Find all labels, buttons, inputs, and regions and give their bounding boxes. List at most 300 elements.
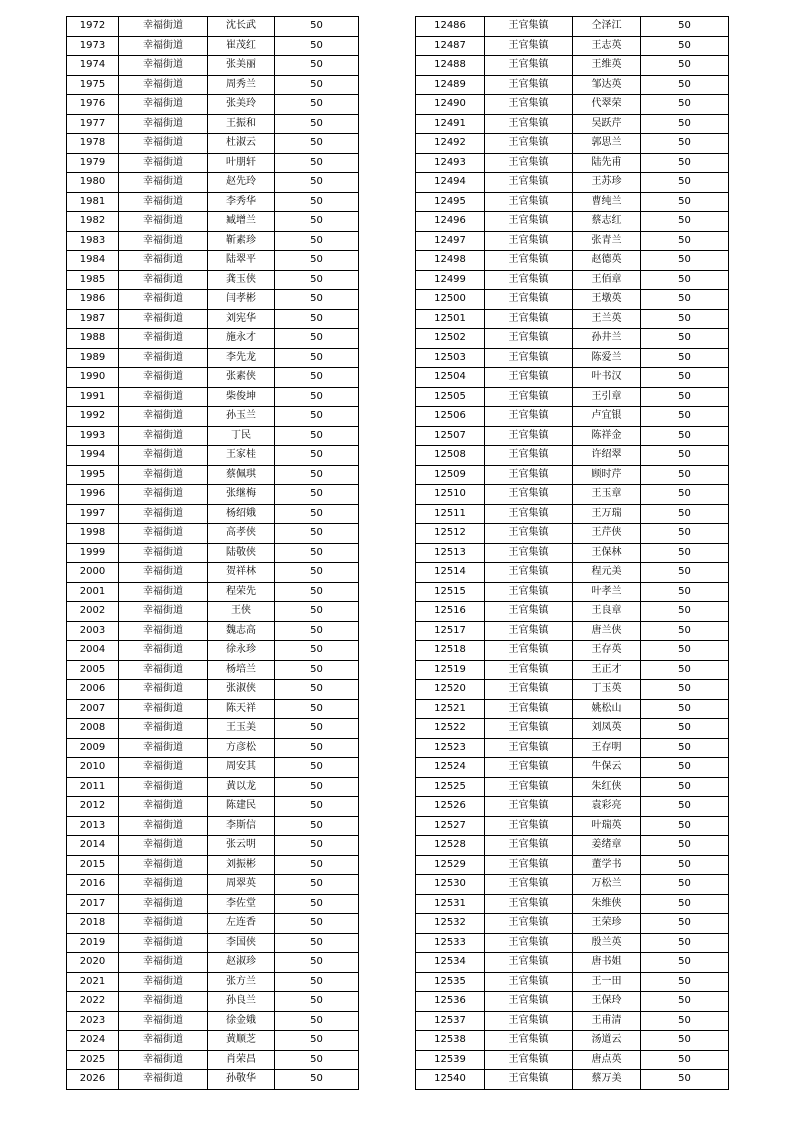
person-name-cell: 陆敬侠	[208, 543, 275, 563]
table-row	[67, 602, 359, 622]
serial-number-cell: 1977	[67, 114, 119, 134]
person-name-cell: 陈祥金	[573, 426, 641, 446]
amount-cell: 50	[641, 1070, 729, 1090]
register-table-left-body	[67, 17, 359, 1090]
township-cell: 幸福街道	[119, 1070, 208, 1090]
table-row	[416, 426, 729, 446]
amount-cell: 50	[275, 738, 359, 758]
amount-cell: 50	[641, 738, 729, 758]
table-row	[416, 719, 729, 739]
amount-cell: 50	[275, 875, 359, 895]
person-name-cell: 王玉章	[573, 485, 641, 505]
township-cell: 王官集镇	[485, 485, 573, 505]
township-cell: 幸福街道	[119, 836, 208, 856]
amount-cell: 50	[275, 387, 359, 407]
serial-number-cell: 12537	[416, 1011, 485, 1031]
township-cell: 王官集镇	[485, 914, 573, 934]
amount-cell: 50	[275, 309, 359, 329]
person-name-cell: 孙井兰	[573, 329, 641, 349]
amount-cell: 50	[275, 173, 359, 193]
table-row	[416, 543, 729, 563]
township-cell: 王官集镇	[485, 797, 573, 817]
person-name-cell: 王万瑞	[573, 504, 641, 524]
person-name-cell: 靳素珍	[208, 231, 275, 251]
amount-cell: 50	[275, 368, 359, 388]
table-row	[416, 738, 729, 758]
table-row	[416, 368, 729, 388]
amount-cell: 50	[641, 543, 729, 563]
serial-number-cell: 1990	[67, 368, 119, 388]
person-name-cell: 赵淑珍	[208, 953, 275, 973]
township-cell: 幸福街道	[119, 290, 208, 310]
serial-number-cell: 1982	[67, 212, 119, 232]
serial-number-cell: 12499	[416, 270, 485, 290]
amount-cell: 50	[641, 387, 729, 407]
table-row	[67, 270, 359, 290]
table-row	[416, 95, 729, 115]
amount-cell: 50	[641, 992, 729, 1012]
amount-cell: 50	[275, 1011, 359, 1031]
amount-cell: 50	[641, 95, 729, 115]
table-row	[416, 134, 729, 154]
amount-cell: 50	[275, 134, 359, 154]
register-table-left	[66, 16, 359, 1090]
table-row	[67, 1050, 359, 1070]
table-row	[67, 719, 359, 739]
amount-cell: 50	[275, 894, 359, 914]
serial-number-cell: 1979	[67, 153, 119, 173]
serial-number-cell: 2021	[67, 972, 119, 992]
serial-number-cell: 2018	[67, 914, 119, 934]
person-name-cell: 张继梅	[208, 485, 275, 505]
township-cell: 幸福街道	[119, 660, 208, 680]
amount-cell: 50	[275, 602, 359, 622]
person-name-cell: 王兰英	[573, 309, 641, 329]
township-cell: 王官集镇	[485, 212, 573, 232]
table-row	[67, 465, 359, 485]
township-cell: 幸福街道	[119, 894, 208, 914]
person-name-cell: 张素侠	[208, 368, 275, 388]
amount-cell: 50	[275, 270, 359, 290]
table-row	[416, 17, 729, 37]
serial-number-cell: 2010	[67, 758, 119, 778]
township-cell: 幸福街道	[119, 95, 208, 115]
township-cell: 幸福街道	[119, 56, 208, 76]
township-cell: 王官集镇	[485, 621, 573, 641]
township-cell: 王官集镇	[485, 329, 573, 349]
table-row	[416, 641, 729, 661]
amount-cell: 50	[275, 446, 359, 466]
person-name-cell: 蔡万美	[573, 1070, 641, 1090]
amount-cell: 50	[275, 95, 359, 115]
township-cell: 幸福街道	[119, 602, 208, 622]
person-name-cell: 周秀兰	[208, 75, 275, 95]
serial-number-cell: 12525	[416, 777, 485, 797]
serial-number-cell: 1998	[67, 524, 119, 544]
township-cell: 王官集镇	[485, 426, 573, 446]
serial-number-cell: 1992	[67, 407, 119, 427]
table-row	[67, 368, 359, 388]
person-name-cell: 殷兰英	[573, 933, 641, 953]
person-name-cell: 王引章	[573, 387, 641, 407]
serial-number-cell: 12503	[416, 348, 485, 368]
township-cell: 幸福街道	[119, 134, 208, 154]
township-cell: 幸福街道	[119, 524, 208, 544]
amount-cell: 50	[275, 212, 359, 232]
person-name-cell: 唐书姐	[573, 953, 641, 973]
serial-number-cell: 1986	[67, 290, 119, 310]
amount-cell: 50	[641, 504, 729, 524]
amount-cell: 50	[641, 680, 729, 700]
person-name-cell: 张淑侠	[208, 680, 275, 700]
table-row	[67, 212, 359, 232]
table-row	[67, 738, 359, 758]
township-cell: 幸福街道	[119, 1011, 208, 1031]
person-name-cell: 孙玉兰	[208, 407, 275, 427]
serial-number-cell: 12532	[416, 914, 485, 934]
amount-cell: 50	[275, 797, 359, 817]
amount-cell: 50	[275, 504, 359, 524]
amount-cell: 50	[641, 699, 729, 719]
serial-number-cell: 12522	[416, 719, 485, 739]
person-name-cell: 杜淑云	[208, 134, 275, 154]
township-cell: 王官集镇	[485, 641, 573, 661]
table-row	[67, 153, 359, 173]
serial-number-cell: 1980	[67, 173, 119, 193]
table-row	[416, 504, 729, 524]
serial-number-cell: 2011	[67, 777, 119, 797]
table-row	[416, 1031, 729, 1051]
amount-cell: 50	[275, 777, 359, 797]
serial-number-cell: 12519	[416, 660, 485, 680]
amount-cell: 50	[641, 1050, 729, 1070]
serial-number-cell: 2002	[67, 602, 119, 622]
serial-number-cell: 12493	[416, 153, 485, 173]
amount-cell: 50	[641, 192, 729, 212]
serial-number-cell: 12491	[416, 114, 485, 134]
table-row	[67, 36, 359, 56]
table-row	[67, 680, 359, 700]
table-row	[416, 680, 729, 700]
person-name-cell: 施永才	[208, 329, 275, 349]
township-cell: 王官集镇	[485, 173, 573, 193]
table-row	[67, 582, 359, 602]
person-name-cell: 张美玲	[208, 95, 275, 115]
township-cell: 幸福街道	[119, 992, 208, 1012]
township-cell: 王官集镇	[485, 524, 573, 544]
table-row	[416, 953, 729, 973]
township-cell: 幸福街道	[119, 563, 208, 583]
table-row	[67, 1031, 359, 1051]
person-name-cell: 郭思兰	[573, 134, 641, 154]
serial-number-cell: 2003	[67, 621, 119, 641]
serial-number-cell: 2008	[67, 719, 119, 739]
amount-cell: 50	[641, 875, 729, 895]
person-name-cell: 朱维侠	[573, 894, 641, 914]
serial-number-cell: 12487	[416, 36, 485, 56]
serial-number-cell: 12507	[416, 426, 485, 446]
amount-cell: 50	[641, 641, 729, 661]
person-name-cell: 魏志高	[208, 621, 275, 641]
serial-number-cell: 12530	[416, 875, 485, 895]
amount-cell: 50	[275, 290, 359, 310]
serial-number-cell: 2009	[67, 738, 119, 758]
township-cell: 王官集镇	[485, 75, 573, 95]
township-cell: 幸福街道	[119, 933, 208, 953]
serial-number-cell: 1984	[67, 251, 119, 271]
person-name-cell: 张青兰	[573, 231, 641, 251]
amount-cell: 50	[275, 56, 359, 76]
table-row	[416, 212, 729, 232]
township-cell: 幸福街道	[119, 36, 208, 56]
serial-number-cell: 12486	[416, 17, 485, 37]
person-name-cell: 王一田	[573, 972, 641, 992]
person-name-cell: 李斯信	[208, 816, 275, 836]
table-row	[416, 992, 729, 1012]
person-name-cell: 张方兰	[208, 972, 275, 992]
table-row	[416, 582, 729, 602]
serial-number-cell: 12524	[416, 758, 485, 778]
serial-number-cell: 1987	[67, 309, 119, 329]
amount-cell: 50	[641, 563, 729, 583]
township-cell: 王官集镇	[485, 582, 573, 602]
person-name-cell: 李佐堂	[208, 894, 275, 914]
serial-number-cell: 1995	[67, 465, 119, 485]
person-name-cell: 王志英	[573, 36, 641, 56]
township-cell: 幸福街道	[119, 855, 208, 875]
person-name-cell: 杨培兰	[208, 660, 275, 680]
township-cell: 幸福街道	[119, 816, 208, 836]
person-name-cell: 王维英	[573, 56, 641, 76]
serial-number-cell: 2025	[67, 1050, 119, 1070]
person-name-cell: 贺祥林	[208, 563, 275, 583]
amount-cell: 50	[275, 407, 359, 427]
table-row	[67, 309, 359, 329]
amount-cell: 50	[275, 933, 359, 953]
person-name-cell: 刘宪华	[208, 309, 275, 329]
person-name-cell: 周安其	[208, 758, 275, 778]
person-name-cell: 陈爱兰	[573, 348, 641, 368]
table-row	[67, 173, 359, 193]
serial-number-cell: 1999	[67, 543, 119, 563]
table-row	[67, 875, 359, 895]
serial-number-cell: 12504	[416, 368, 485, 388]
amount-cell: 50	[275, 953, 359, 973]
table-row	[416, 1070, 729, 1090]
amount-cell: 50	[275, 75, 359, 95]
table-row	[67, 1011, 359, 1031]
amount-cell: 50	[641, 153, 729, 173]
serial-number-cell: 1993	[67, 426, 119, 446]
person-name-cell: 王保林	[573, 543, 641, 563]
person-name-cell: 臧增兰	[208, 212, 275, 232]
township-cell: 幸福街道	[119, 680, 208, 700]
amount-cell: 50	[275, 348, 359, 368]
table-row	[416, 485, 729, 505]
serial-number-cell: 2017	[67, 894, 119, 914]
township-cell: 王官集镇	[485, 446, 573, 466]
amount-cell: 50	[641, 855, 729, 875]
person-name-cell: 龚玉侠	[208, 270, 275, 290]
serial-number-cell: 12514	[416, 563, 485, 583]
serial-number-cell: 2004	[67, 641, 119, 661]
person-name-cell: 陈建民	[208, 797, 275, 817]
township-cell: 王官集镇	[485, 231, 573, 251]
serial-number-cell: 12527	[416, 816, 485, 836]
amount-cell: 50	[641, 914, 729, 934]
township-cell: 幸福街道	[119, 797, 208, 817]
serial-number-cell: 12528	[416, 836, 485, 856]
person-name-cell: 徐永珍	[208, 641, 275, 661]
amount-cell: 50	[641, 485, 729, 505]
amount-cell: 50	[275, 992, 359, 1012]
serial-number-cell: 1974	[67, 56, 119, 76]
person-name-cell: 唐点英	[573, 1050, 641, 1070]
table-row	[67, 426, 359, 446]
township-cell: 幸福街道	[119, 914, 208, 934]
amount-cell: 50	[275, 1070, 359, 1090]
amount-cell: 50	[641, 75, 729, 95]
person-name-cell: 袁彩亮	[573, 797, 641, 817]
person-name-cell: 仝泽江	[573, 17, 641, 37]
amount-cell: 50	[641, 212, 729, 232]
serial-number-cell: 1975	[67, 75, 119, 95]
serial-number-cell: 1983	[67, 231, 119, 251]
amount-cell: 50	[641, 17, 729, 37]
township-cell: 王官集镇	[485, 992, 573, 1012]
serial-number-cell: 1973	[67, 36, 119, 56]
serial-number-cell: 2005	[67, 660, 119, 680]
serial-number-cell: 12510	[416, 485, 485, 505]
township-cell: 幸福街道	[119, 875, 208, 895]
township-cell: 王官集镇	[485, 660, 573, 680]
township-cell: 幸福街道	[119, 582, 208, 602]
table-row	[67, 290, 359, 310]
table-row	[67, 1070, 359, 1090]
table-row	[416, 933, 729, 953]
person-name-cell: 王正才	[573, 660, 641, 680]
township-cell: 幸福街道	[119, 485, 208, 505]
table-row	[416, 446, 729, 466]
township-cell: 幸福街道	[119, 153, 208, 173]
table-row	[416, 797, 729, 817]
serial-number-cell: 12501	[416, 309, 485, 329]
table-row	[67, 75, 359, 95]
township-cell: 王官集镇	[485, 1031, 573, 1051]
table-row	[67, 543, 359, 563]
amount-cell: 50	[641, 894, 729, 914]
serial-number-cell: 12529	[416, 855, 485, 875]
township-cell: 幸福街道	[119, 387, 208, 407]
person-name-cell: 王墩英	[573, 290, 641, 310]
serial-number-cell: 12492	[416, 134, 485, 154]
township-cell: 幸福街道	[119, 446, 208, 466]
table-row	[67, 797, 359, 817]
table-row	[416, 524, 729, 544]
serial-number-cell: 12488	[416, 56, 485, 76]
serial-number-cell: 12516	[416, 602, 485, 622]
amount-cell: 50	[641, 797, 729, 817]
township-cell: 幸福街道	[119, 972, 208, 992]
amount-cell: 50	[641, 621, 729, 641]
amount-cell: 50	[275, 660, 359, 680]
amount-cell: 50	[641, 348, 729, 368]
table-row	[416, 894, 729, 914]
person-name-cell: 董学书	[573, 855, 641, 875]
serial-number-cell: 12521	[416, 699, 485, 719]
person-name-cell: 李秀华	[208, 192, 275, 212]
township-cell: 王官集镇	[485, 719, 573, 739]
table-row	[67, 621, 359, 641]
township-cell: 王官集镇	[485, 251, 573, 271]
serial-number-cell: 2014	[67, 836, 119, 856]
table-row	[67, 563, 359, 583]
amount-cell: 50	[641, 231, 729, 251]
amount-cell: 50	[641, 719, 729, 739]
person-name-cell: 刘振彬	[208, 855, 275, 875]
person-name-cell: 方彦松	[208, 738, 275, 758]
serial-number-cell: 1991	[67, 387, 119, 407]
table-row	[416, 836, 729, 856]
serial-number-cell: 2022	[67, 992, 119, 1012]
serial-number-cell: 1978	[67, 134, 119, 154]
register-table-right-body	[416, 17, 729, 1090]
township-cell: 王官集镇	[485, 387, 573, 407]
amount-cell: 50	[641, 134, 729, 154]
township-cell: 幸福街道	[119, 719, 208, 739]
serial-number-cell: 12533	[416, 933, 485, 953]
township-cell: 幸福街道	[119, 309, 208, 329]
person-name-cell: 程元美	[573, 563, 641, 583]
person-name-cell: 丁玉英	[573, 680, 641, 700]
serial-number-cell: 1981	[67, 192, 119, 212]
table-row	[416, 407, 729, 427]
person-name-cell: 黄以龙	[208, 777, 275, 797]
amount-cell: 50	[641, 56, 729, 76]
person-name-cell: 唐兰侠	[573, 621, 641, 641]
township-cell: 王官集镇	[485, 407, 573, 427]
serial-number-cell: 12490	[416, 95, 485, 115]
amount-cell: 50	[641, 465, 729, 485]
township-cell: 幸福街道	[119, 1031, 208, 1051]
township-cell: 王官集镇	[485, 465, 573, 485]
township-cell: 幸福街道	[119, 173, 208, 193]
person-name-cell: 丁民	[208, 426, 275, 446]
township-cell: 幸福街道	[119, 231, 208, 251]
township-cell: 幸福街道	[119, 368, 208, 388]
amount-cell: 50	[641, 173, 729, 193]
person-name-cell: 孙敬华	[208, 1070, 275, 1090]
table-row	[416, 75, 729, 95]
township-cell: 幸福街道	[119, 758, 208, 778]
township-cell: 幸福街道	[119, 504, 208, 524]
amount-cell: 50	[641, 114, 729, 134]
serial-number-cell: 12520	[416, 680, 485, 700]
serial-number-cell: 1994	[67, 446, 119, 466]
township-cell: 幸福街道	[119, 1050, 208, 1070]
township-cell: 王官集镇	[485, 894, 573, 914]
table-row	[67, 231, 359, 251]
serial-number-cell: 12540	[416, 1070, 485, 1090]
township-cell: 王官集镇	[485, 348, 573, 368]
serial-number-cell: 1996	[67, 485, 119, 505]
amount-cell: 50	[275, 426, 359, 446]
serial-number-cell: 1976	[67, 95, 119, 115]
serial-number-cell: 2006	[67, 680, 119, 700]
table-row	[416, 563, 729, 583]
serial-number-cell: 12513	[416, 543, 485, 563]
township-cell: 王官集镇	[485, 680, 573, 700]
